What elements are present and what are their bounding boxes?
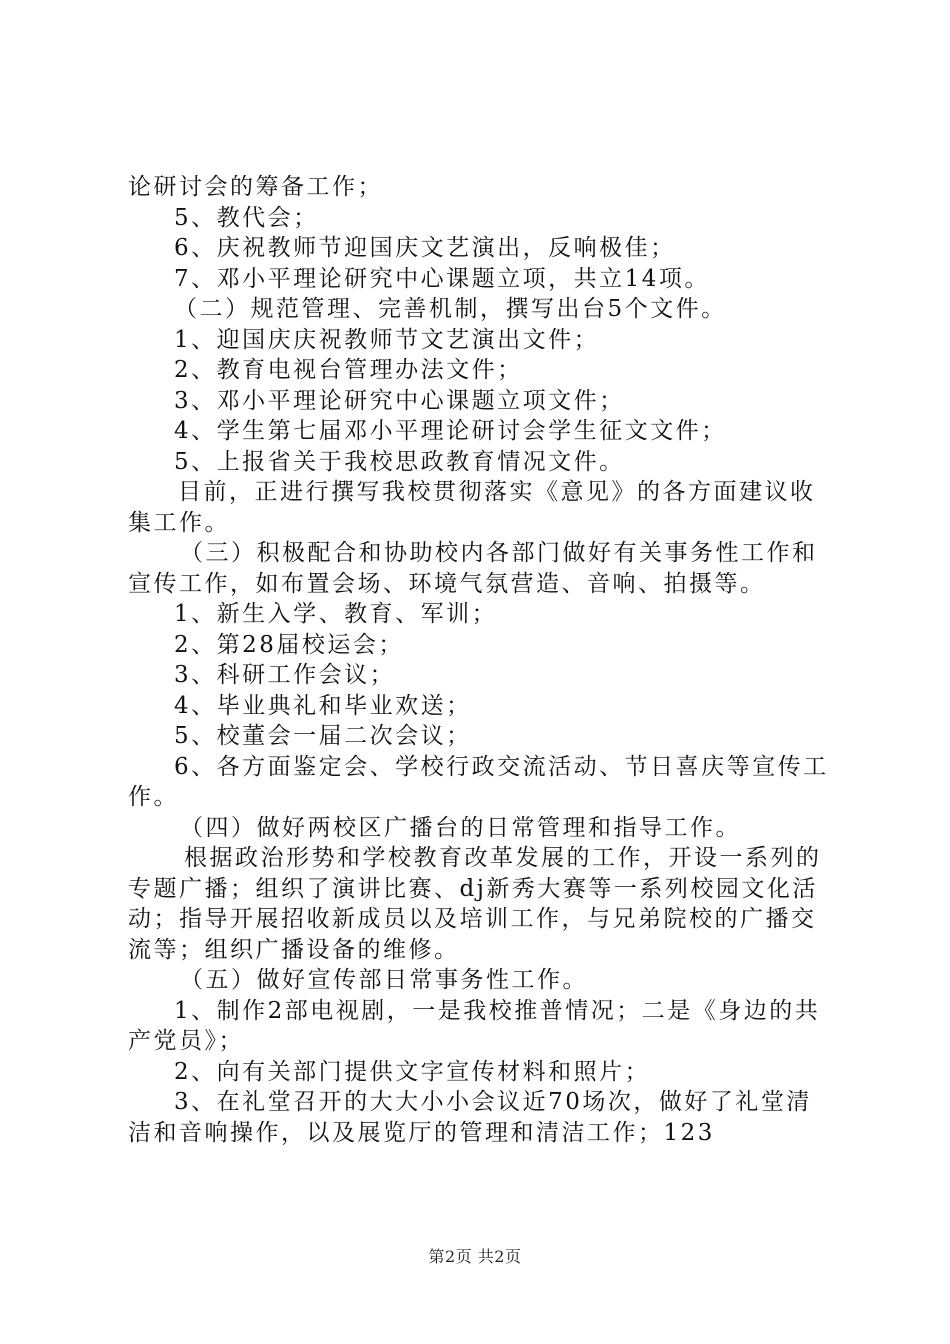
text-line: 6、庆祝教师节迎国庆文艺演出，反响极佳；: [174, 235, 676, 261]
text-line: 1、制作2部电视剧，一是我校推普情况；二是《身边的共: [174, 997, 821, 1024]
text-line: 5、校董会一届二次会议；: [174, 723, 472, 749]
text-line: 5、上报省关于我校思政教育情况文件。: [174, 448, 625, 475]
text-line: 产党员》；: [128, 1028, 244, 1054]
text-line: 1、迎国庆庆祝教师节文艺演出文件；: [174, 326, 600, 353]
section-heading: （五）做好宣传部日常事务性工作。: [180, 967, 588, 993]
text-line: 流等；组织广播设备的维修。: [128, 936, 460, 963]
text-line: 7、邓小平理论研究中心课题立项，共立14项。: [174, 265, 710, 292]
text-line: 3、在礼堂召开的大大小小会议近70场次，做好了礼堂清: [174, 1089, 812, 1115]
text-line: 3、科研工作会议；: [174, 662, 396, 688]
section-heading: （四）做好两校区广播台的日常管理和指导工作。: [180, 814, 741, 841]
text-line: 1、新生入学、教育、军训；: [174, 601, 498, 627]
text-line: 2、向有关部门提供文字宣传材料和照片；: [174, 1058, 651, 1085]
text-line: 集工作。: [128, 509, 230, 536]
text-line: 目前，正进行撰写我校贯彻落实《意见》的各方面建议收: [178, 479, 816, 505]
section-heading: （三）积极配合和协助校内各部门做好有关事务性工作和: [180, 540, 818, 566]
text-line: 根据政治形势和学校教育改革发展的工作，开设一系列的: [184, 845, 822, 871]
text-line: 2、第28届校运会；: [174, 631, 404, 658]
text-line: 洁和音响操作，以及展览厅的管理和清洁工作；123: [128, 1119, 715, 1146]
text-line: 宣传工作，如布置会场、环境气氛营造、音响、拍摄等。: [128, 570, 766, 597]
text-line: 专题广播；组织了演讲比赛、dj新秀大赛等一系列校园文化活: [128, 875, 818, 902]
text-line: 作。: [128, 784, 179, 810]
page-number-footer: 第2页 共2页: [428, 1247, 522, 1266]
text-line: 6、各方面鉴定会、学校行政交流活动、节日喜庆等宣传工: [174, 753, 829, 780]
text-line: 2、教育电视台管理办法文件；: [174, 357, 523, 383]
text-line: 论研讨会的筹备工作；: [128, 174, 383, 200]
document-body: [128, 172, 838, 1148]
text-line: 4、学生第七届邓小平理论研讨会学生征文文件；: [174, 418, 727, 444]
text-line: 4、毕业典礼和毕业欢送；: [174, 692, 472, 719]
section-heading: （二）规范管理、完善机制，撰写出台5个文件。: [174, 296, 727, 322]
text-line: 5、教代会；: [174, 204, 319, 231]
text-line: 动；指导开展招收新成员以及培训工作，与兄弟院校的广播交: [128, 906, 817, 932]
text-line: 3、邓小平理论研究中心课题立项文件；: [174, 387, 625, 414]
